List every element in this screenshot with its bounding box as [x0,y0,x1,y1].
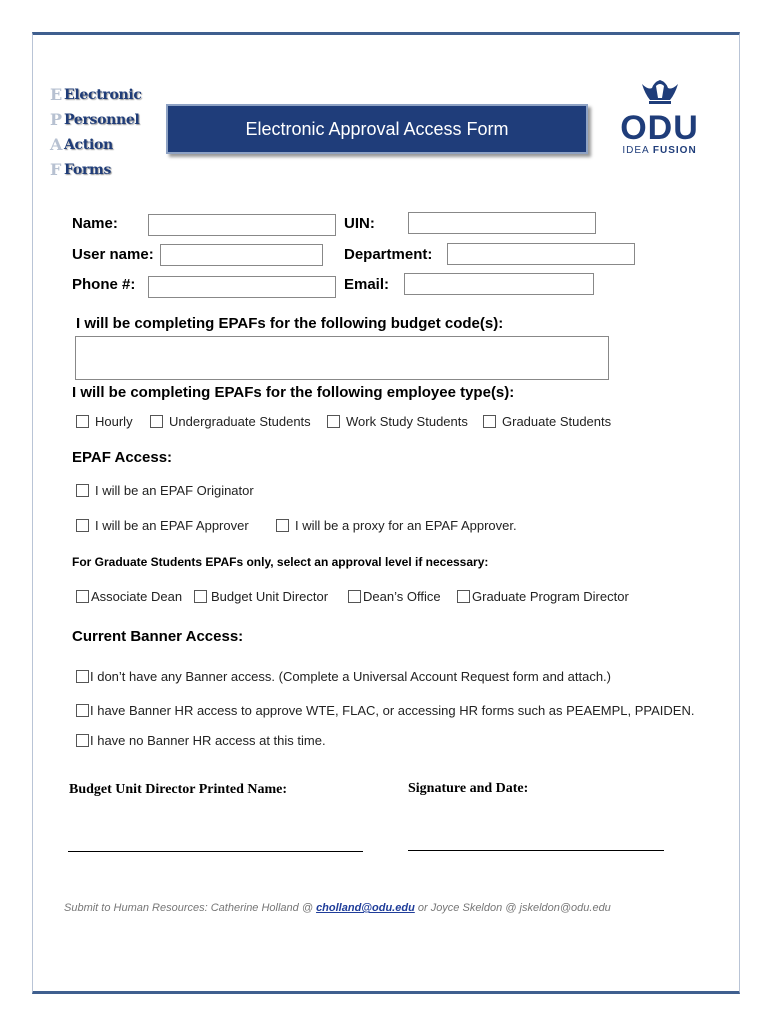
epaf-letter: F [50,160,62,179]
odu-logo [612,80,707,156]
epaf-logo-row [50,107,160,132]
access-approver[interactable] [76,518,249,533]
department-label: Department: [344,246,433,263]
footer-prefix: Submit to Human Resources: Catherine Holland @ [64,902,317,914]
banner-option-none[interactable] [76,669,611,684]
epaf-logo-row [50,132,160,157]
tagline-idea: IDEA [622,145,650,156]
grad-level-budget-director[interactable] [194,589,328,604]
director-name-label: Budget Unit Director Printed Name: [69,782,287,797]
phone-field[interactable] [148,276,336,298]
phone-label: Phone #: [72,276,136,293]
epaf-word: Personnel [64,111,140,128]
option-label: I don’t have any Banner access. (Complete a Universal Account Request form and attach.) [90,669,611,684]
checkbox[interactable] [76,704,89,717]
director-name-line[interactable] [68,851,363,852]
checkbox[interactable] [76,415,89,428]
epaf-word: Action [64,136,113,153]
option-label: I have Banner HR access to approve WTE, FLAC, or accessing HR forms such as PEAEMPL, PPAIDEN. [90,703,695,718]
banner-option-no-hr[interactable] [76,733,326,748]
access-proxy[interactable] [276,518,517,533]
epaf-logo-row [50,82,160,107]
checkbox[interactable] [76,670,89,683]
signature-date-label: Signature and Date: [408,781,529,796]
grad-level-program-director[interactable] [457,589,629,604]
banner-option-hr-access[interactable] [76,703,694,718]
email-label: Email: [344,276,390,293]
option-label: Graduate Program Director [472,589,629,604]
option-label: I will be an EPAF Originator [95,483,254,498]
budget-code-field[interactable] [75,336,609,380]
checkbox[interactable] [276,519,289,532]
option-label: I will be an EPAF Approver [95,518,249,533]
option-label: I have no Banner HR access at this time. [90,733,326,748]
epaf-letter: P [50,110,63,129]
odu-tagline [612,145,707,156]
uin-label: UIN: [344,215,375,232]
form-title: Electronic Approval Access Form [166,104,588,154]
option-label: Undergraduate Students [169,414,311,429]
employee-type-graduate[interactable] [483,414,611,429]
department-field[interactable] [447,243,635,265]
employee-type-hourly[interactable] [76,414,133,429]
checkbox[interactable] [76,734,89,747]
name-field[interactable] [148,214,336,236]
checkbox[interactable] [76,484,89,497]
option-label: Dean’s Office [363,589,441,604]
checkbox[interactable] [76,519,89,532]
option-label: Budget Unit Director [211,589,329,604]
employee-type-heading: I will be completing EPAFs for the following employee type(s): [72,384,515,401]
epaf-letter: E [50,85,63,104]
checkbox[interactable] [76,590,89,603]
banner-access-heading: Current Banner Access: [72,628,244,645]
grad-level-heading: For Graduate Students EPAFs only, select an approval level if necessary: [72,555,489,569]
option-label: Work Study Students [346,414,468,429]
checkbox[interactable] [194,590,207,603]
epaf-letter: A [50,135,63,154]
checkbox[interactable] [483,415,496,428]
username-label: User name: [72,246,154,263]
crown-icon [612,80,707,111]
option-label: Graduate Students [502,414,612,429]
epaf-access-heading: EPAF Access: [72,449,173,466]
checkbox[interactable] [150,415,163,428]
tagline-fusion: FUSION [652,145,697,156]
option-label: Associate Dean [91,589,183,604]
epaf-logo [50,82,160,182]
checkbox[interactable] [327,415,340,428]
epaf-word: Electronic [64,86,142,103]
budget-code-heading: I will be completing EPAFs for the following budget code(s): [76,315,504,332]
epaf-word: Forms [64,161,112,178]
employee-type-undergrad[interactable] [150,414,311,429]
name-label: Name: [72,215,118,232]
uin-field[interactable] [408,212,596,234]
epaf-logo-row [50,157,160,182]
username-field[interactable] [160,244,323,266]
holland-email-link[interactable]: cholland@odu.edu [316,902,415,914]
employee-type-work-study[interactable] [327,414,468,429]
odu-wordmark: ODU [620,109,699,147]
footer-suffix: or Joyce Skeldon @ jskeldon@odu.edu [414,902,611,914]
access-originator[interactable] [76,483,254,498]
option-label: I will be a proxy for an EPAF Approver. [295,518,517,533]
signature-date-line[interactable] [408,850,664,851]
grad-level-associate-dean[interactable] [76,589,182,604]
checkbox[interactable] [457,590,470,603]
checkbox[interactable] [348,590,361,603]
grad-level-deans-office[interactable] [348,589,441,604]
email-field[interactable] [404,273,594,295]
option-label: Hourly [95,414,133,429]
submission-instructions [64,902,611,914]
